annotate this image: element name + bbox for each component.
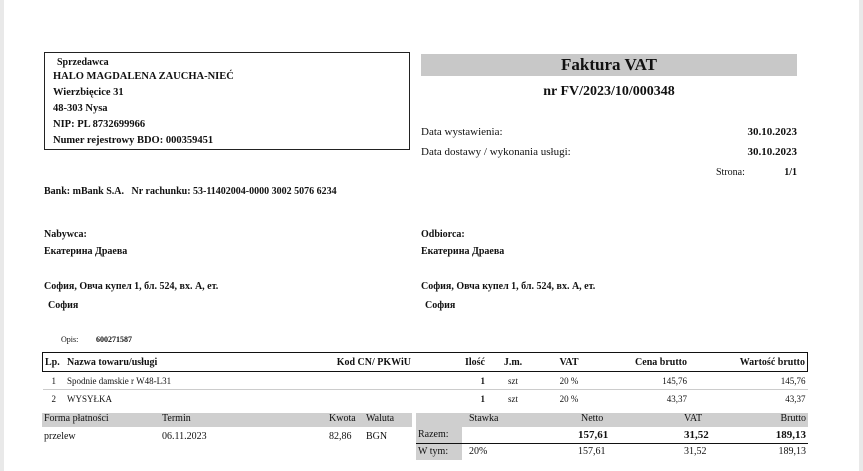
summary-rate: 20%	[469, 446, 488, 457]
cell-name: WYSYŁKA	[67, 393, 112, 404]
payment-amount-header: Kwota	[329, 413, 356, 424]
items-header-row	[43, 353, 808, 372]
summary-incl-label: W tym:	[416, 444, 462, 460]
summary-total-netto: 157,61	[578, 429, 609, 441]
invoice-title: Faktura VAT	[421, 54, 797, 76]
payment-due-header: Termin	[162, 413, 191, 424]
page-value: 1/1	[784, 167, 797, 178]
col-unit: J.m.	[487, 353, 539, 372]
opis-label: Opis:	[61, 335, 79, 344]
cell-code	[309, 390, 413, 408]
delivery-date-label: Data dostawy / wykonania usługi:	[421, 146, 571, 158]
summary-section	[416, 413, 808, 460]
cell-unit: szt	[487, 372, 539, 390]
cell-value: 145,76	[689, 372, 808, 390]
summary-brutto-header: Brutto	[780, 413, 806, 424]
payment-section	[42, 413, 412, 445]
table-row	[43, 372, 808, 390]
summary-netto-header: Netto	[581, 413, 604, 424]
summary-rate-row	[416, 444, 808, 460]
col-value: Wartość brutto	[689, 353, 808, 372]
seller-label: Sprzedawca	[57, 57, 109, 68]
recipient-label: Odbiorca:	[421, 229, 465, 240]
summary-total-vat: 31,52	[684, 429, 709, 441]
cell-name: Spodnie damskie r W48-L31	[65, 372, 309, 390]
summary-incl-brutto: 189,13	[778, 446, 806, 457]
seller-box	[44, 52, 410, 150]
col-qty: Ilość	[413, 353, 487, 372]
summary-total-brutto: 189,13	[775, 429, 806, 441]
issue-date-value: 30.10.2023	[747, 126, 797, 138]
cell-lp: 2	[51, 393, 56, 404]
payment-currency: BGN	[366, 431, 388, 442]
cell-qty: 1	[413, 372, 487, 390]
col-vat: VAT	[539, 353, 599, 372]
summary-total-label: Razem:	[416, 427, 462, 443]
seller-street: Wierzbięcice 31	[53, 87, 124, 98]
issue-date-label: Data wystawienia:	[421, 126, 503, 138]
buyer-label: Nabywca:	[44, 229, 87, 240]
cell-vat: 20 %	[559, 393, 579, 404]
buyer-name: Екатерина Драева	[44, 246, 128, 257]
cell-code	[309, 372, 413, 390]
buyer-address: София, Овча купел 1, бл. 524, вх. А, ет.	[44, 281, 219, 292]
payment-method-header: Forma płatności	[44, 413, 109, 424]
buyer-city: София	[48, 300, 79, 311]
col-name: Nazwa towaru/usługi	[65, 353, 309, 372]
cell-vat: 20 %	[539, 372, 599, 390]
summary-rate-header: Stawka	[469, 413, 499, 424]
payment-currency-header: Waluta	[366, 413, 395, 424]
payment-header	[42, 413, 412, 427]
recipient-address: София, Овча купел 1, бл. 524, вх. А, ет.	[421, 281, 596, 292]
cell-lp: 1	[43, 372, 66, 390]
summary-incl-netto: 157,61	[578, 446, 606, 457]
payment-method: przelew	[44, 431, 76, 442]
items-table	[42, 352, 808, 407]
recipient-city: София	[425, 300, 456, 311]
payment-amount: 82,86	[329, 431, 352, 442]
seller-city: 48-303 Nysa	[53, 103, 108, 114]
seller-name: HALO MAGDALENA ZAUCHA-NIEĆ	[53, 71, 234, 82]
summary-header	[416, 413, 808, 427]
table-row	[43, 390, 808, 408]
col-lp: Lp.	[43, 353, 66, 372]
summary-incl-vat: 31,52	[684, 446, 707, 457]
col-code: Kod CN/ PKWiU	[309, 353, 413, 372]
page-label: Strona:	[716, 167, 745, 178]
payment-row	[42, 427, 412, 445]
invoice-page	[4, 0, 859, 471]
delivery-date-value: 30.10.2023	[747, 146, 797, 158]
invoice-number: nr FV/2023/10/000348	[543, 84, 675, 99]
summary-total-row	[416, 427, 808, 444]
recipient-name: Екатерина Драева	[421, 246, 505, 257]
cell-price: 145,76	[599, 372, 689, 390]
payment-due: 06.11.2023	[162, 431, 207, 442]
bank-account: Bank: mBank S.A. Nr rachunku: 53-11402004-0000 3002 5076 6234	[44, 186, 337, 197]
seller-nip: NIP: PL 8732699966	[53, 119, 146, 130]
cell-price: 43,37	[666, 393, 687, 404]
cell-qty: 1	[480, 393, 485, 404]
summary-vat-header: VAT	[684, 413, 703, 424]
col-price: Cena brutto	[599, 353, 689, 372]
cell-unit: szt	[508, 393, 518, 404]
seller-bdo: Numer rejestrowy BDO: 000359451	[53, 135, 214, 146]
opis-value: 600271587	[96, 335, 132, 344]
cell-value: 43,37	[785, 393, 806, 404]
